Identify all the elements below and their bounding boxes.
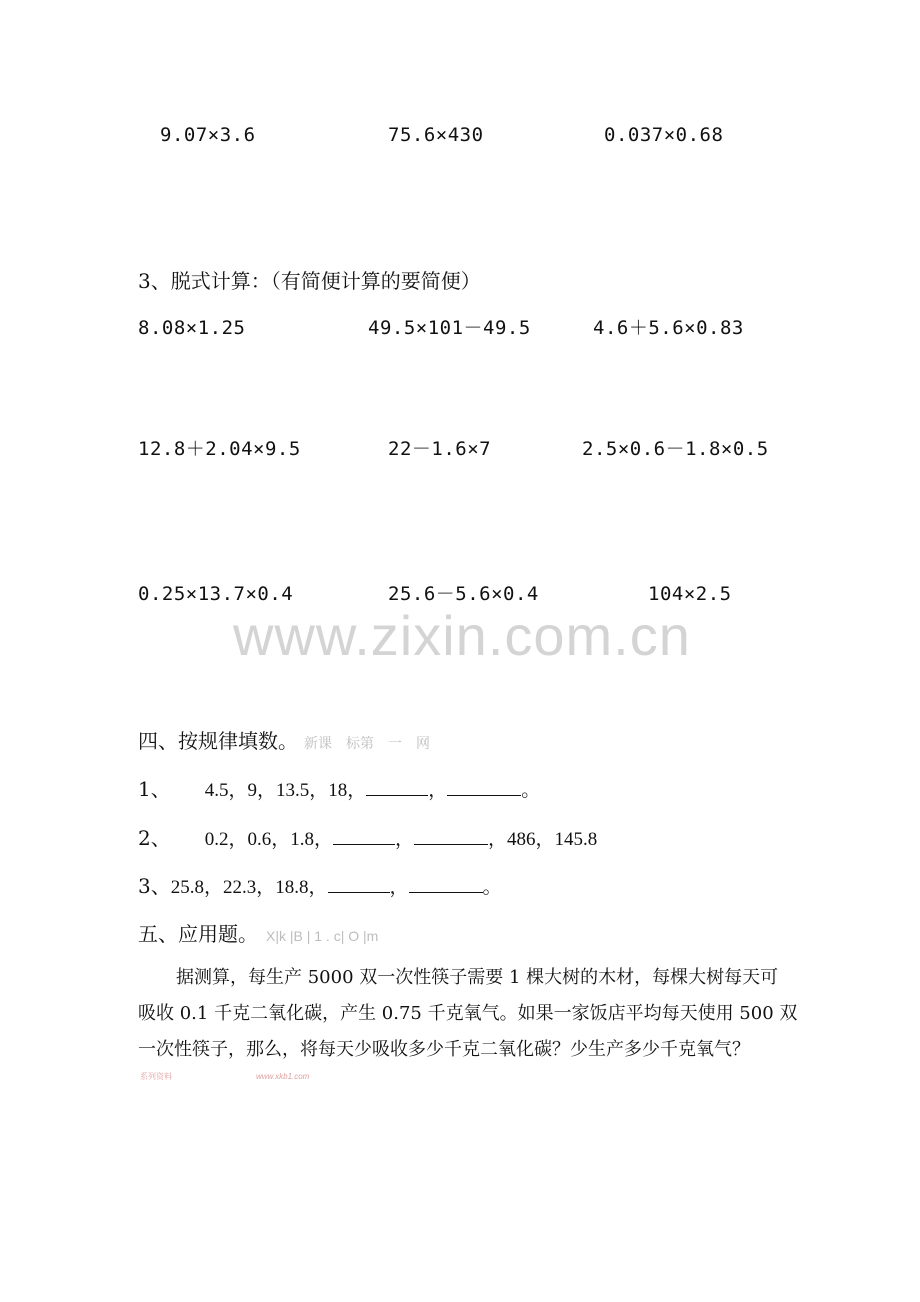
calc-item: 9.07×3.6 — [160, 124, 256, 146]
calc-item: 0.037×0.68 — [604, 124, 724, 146]
calc-item: 0.25×13.7×0.4 — [138, 583, 294, 605]
sequence-prefix: 0.2，0.6，1.8， — [204, 829, 333, 850]
section-heading: 3、脱式计算：（有简便计算的要简便） — [138, 269, 481, 293]
item-number: 2、 — [138, 826, 171, 850]
sequence-item — [138, 828, 597, 849]
faint-note: X|k |B | 1 . c| O |m — [266, 928, 379, 944]
section-heading-text: 五、应用题。 — [138, 922, 258, 946]
watermark-text: www.zixin.com.cn — [233, 604, 691, 667]
calc-item: 4.6＋5.6×0.83 — [593, 317, 744, 339]
problem-line: 据测算，每生产 5000 双一次性筷子需要 1 棵大树的木材，每棵大树每天可 — [176, 967, 779, 988]
section-heading — [138, 731, 430, 751]
sequence-end: 。 — [521, 780, 541, 801]
sequence-item — [138, 876, 502, 897]
sequence-tail: ，486，145.8 — [488, 829, 598, 850]
section-heading-text: 四、按规律填数。 — [138, 729, 298, 753]
calc-item: 12.8＋2.04×9.5 — [138, 438, 301, 460]
answer-blank[interactable] — [409, 876, 483, 893]
calc-item: 2.5×0.6－1.8×0.5 — [582, 438, 769, 460]
problem-line: 一次性筷子，那么，将每天少吸收多少千克二氧化碳？少生产多少千克氧气？ — [138, 1039, 750, 1060]
separator: ， — [428, 780, 448, 801]
answer-blank[interactable] — [414, 828, 488, 845]
calc-item: 104×2.5 — [648, 583, 732, 605]
answer-blank[interactable] — [366, 779, 428, 796]
calc-item: 75.6×430 — [388, 124, 484, 146]
sequence-end: 。 — [482, 877, 502, 898]
calc-item: 22－1.6×7 — [388, 438, 492, 460]
footer-note-left: 系列资料 — [140, 1072, 172, 1081]
footer-note-right: www.xkb1.com — [256, 1072, 310, 1081]
separator: ， — [389, 877, 409, 898]
calc-item: 25.6－5.6×0.4 — [388, 583, 539, 605]
calc-item: 49.5×101－49.5 — [368, 317, 531, 339]
item-number: 1、 — [138, 777, 171, 801]
answer-blank[interactable] — [328, 876, 390, 893]
separator: ， — [395, 829, 415, 850]
faint-note: 新课 标第 一 网 — [304, 735, 430, 751]
problem-line: 吸收 0.1 千克二氧化碳，产生 0.75 千克氧气。如果一家饭店平均每天使用 500 双 — [138, 1003, 798, 1024]
calc-item: 8.08×1.25 — [138, 317, 246, 339]
answer-blank[interactable] — [447, 779, 521, 796]
answer-blank[interactable] — [333, 828, 395, 845]
section-heading — [138, 924, 378, 944]
item-number: 3、 — [138, 874, 171, 898]
sequence-prefix: 4.5，9，13.5，18， — [204, 780, 367, 801]
sequence-item — [138, 779, 540, 800]
sequence-prefix: 25.8，22.3，18.8， — [170, 877, 328, 898]
